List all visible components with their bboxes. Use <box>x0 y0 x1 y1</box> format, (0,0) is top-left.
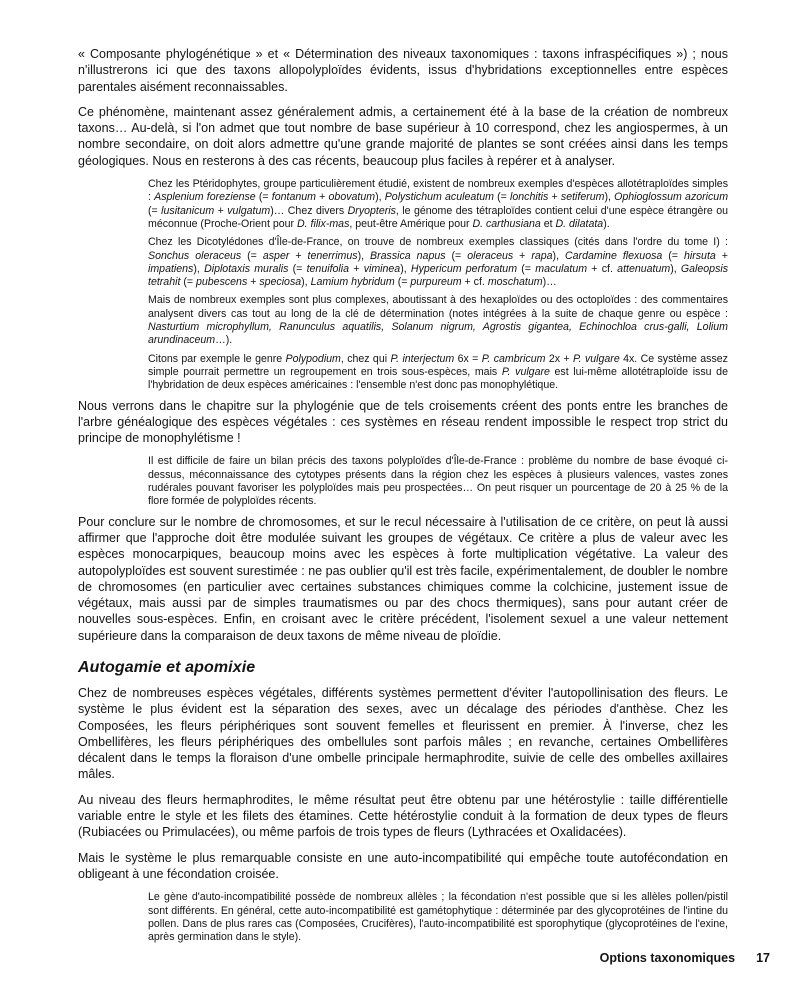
body-paragraph: Nous verrons dans le chapitre sur la phylogénie que de tels croisements créent des ponts entre les branches de l'arbre généalogique des espèces végétales : ces systèmes en réseau rendent impossible le respect trop strict du principe de monophylétisme ! <box>78 398 728 446</box>
note-paragraph: Il est difficile de faire un bilan précis des taxons polyploïdes d'Île-de-France : problème du nombre de base évoqué ci-dessus, méconnaissance des cytotypes présents dans la région chez les espèces à plusieurs valences, vastes zones rudérales pouvant favoriser les polyploïdes mais peu prospectées… On peut risquer un pourcentage de 20 à 25 % de la flore formée de polyploïdes récents. <box>148 455 728 508</box>
body-paragraph: « Composante phylogénétique » et « Détermination des niveaux taxonomiques : taxons infraspécifiques ») ; nous n'illustrerons ici que des taxons allopolyploïdes évidents, issus d'hybridations exceptionnelles entre espèces parentales aisément reconnaissables. <box>78 47 728 94</box>
content-blocks <box>78 46 728 949</box>
body-paragraph: Ce phénomène, maintenant assez généralement admis, a certainement été à la base de la création de nombreux taxons… Au-delà, si l'on admet que tout nombre de base supérieur à 10 correspond, chez les angiospermes, à un nombre secondaire, on doit alors admettre qu'une grande majorité de plantes se sont créées ainsi dans les temps géologiques. Nous en resterons à des cas récents, beaucoup plus faciles à repérer et à analyser. <box>78 104 728 168</box>
footer-section-label: Options taxonomiques <box>599 951 736 965</box>
body-paragraph: Mais le système le plus remarquable consiste en une auto-incompatibilité qui empêche toute autofécondation en obligeant à une fécondation croisée. <box>78 850 728 881</box>
note-paragraph: Le gène d'auto-incompatibilité possède de nombreux allèles ; la fécondation n'est possible que si les allèles pollen/pistil sont différents. En général, cette auto-incompatibilité est gamétophytique : déterminée par des glycoprotéines de l'intine du pollen. Dans de plus rares cas (Composées, Crucifères), l'auto-incompatibilité est sporophytique (glycoprotéines de l'exine, après germination dans le style). <box>148 891 728 944</box>
note-paragraph: Mais de nombreux exemples sont plus complexes, aboutissant à des hexaploïdes ou des octoploïdes : des commentaires analysent divers cas tout au long de la clé de détermination (notes intégrées à la suite de chaque genre ou espèce : Nasturtium microphyllum, Ranunculus aquatilis, Solanum nigrum, Agrostis gigantea, Echinochloa crus-galli, Lolium arundinaceum…). <box>148 294 728 347</box>
body-paragraph: Au niveau des fleurs hermaphrodites, le même résultat peut être obtenu par une hétérostylie : taille différentielle variable entre le style et les filets des étamines. Cette hétérostylie conduit à la formation de deux types de fleurs (Rubiacées ou Primulacées), ou même parfois de trois types de fleurs (Lythracées et Oxalidacées). <box>78 792 728 840</box>
body-paragraph: Chez de nombreuses espèces végétales, différents systèmes permettent d'éviter l'autopollinisation des fleurs. Le système le plus évident est la séparation des sexes, avec un décalage des périodes d'anthèse. Chez les Composées, les fleurs périphériques sont souvent femelles et fleurissent en premier. À l'inverse, chez les Ombellifères, les fleurs périphériques des ombellules sont parfois mâles ; en revanche, certaines Ombellifères décalent dans le temps la floraison d'une ombelle principale hermaphrodite, suivie de celle des ombelles axillaires mâles. <box>78 685 728 782</box>
note-paragraph: Citons par exemple le genre Polypodium, chez qui P. interjectum 6x = P. cambricum 2x + P. vulgare 4x. Ce système assez simple pourrait permettre un regroupement en trois sous-espèces, mais P. vulgare est lui-même allotétraploïde issu de l'hybridation de deux espèces américaines : l'ensemble n'est donc pas monophylétique. <box>148 352 728 392</box>
note-paragraph: Chez les Ptéridophytes, groupe particulièrement étudié, existent de nombreux exemples d'espèces allotétraploïdes simples : Asplenium foreziense (= fontanum + obovatum), Polystichum aculeatum (= lonchitis + setiferum), Ophioglossum azoricum (= lusitanicum + vulgatum)… Chez divers Dryopteris, le génome des tétraploïdes contient celui d'une espèce étrangère ou méconnue (Proche-Orient pour D. filix-mas, peut-être Amérique pour D. carthusiana et D. dilatata). <box>148 178 729 230</box>
body-paragraph: Pour conclure sur le nombre de chromosomes, et sur le recul nécessaire à l'utilisation de ce critère, on peut là aussi affirmer que l'approche doit être modulée suivant les groupes de végétaux. Ce critère a plus de valeur avec les espèces monocarpiques, beaucoup moins avec les espèces à forte multiplication végétative. La valeur des autopolyploïdes est souvent surestimée : ne pas oublier qu'il est très facile, expérimentalement, de doubler le nombre de chromosomes (en particulier avec certaines substances chimiques comme la colchicine, justement issue de végétaux, mais aussi par de simples traumatismes ou par des chocs thermiques), sans pour autant créer de nouvelles sous-espèces. Enfin, en croisant avec le critère précédent, l'isolement sexuel a une valeur nettement supérieure dans la comparaison de deux taxons de même niveau de ploïdie. <box>78 514 728 643</box>
page-footer <box>600 951 770 965</box>
note-paragraph: Chez les Dicotylédones d'Île-de-France, on trouve de nombreux exemples classiques (cités dans l'ordre du tome I) : Sonchus oleraceus (= asper + tenerrimus), Brassica napus (= oleraceus + rapa), Cardamine flexuosa (= hirsuta + impatiens), Diplotaxis muralis (= tenuifolia + viminea), Hypericum perforatum (= maculatum + cf. attenuatum), Galeopsis tetrahit (= pubescens + speciosa), Lamium hybridum (= purpureum + cf. moschatum)… <box>148 236 729 289</box>
footer-page-number: 17 <box>756 951 770 965</box>
section-heading: Autogamie et apomixie <box>78 658 256 676</box>
